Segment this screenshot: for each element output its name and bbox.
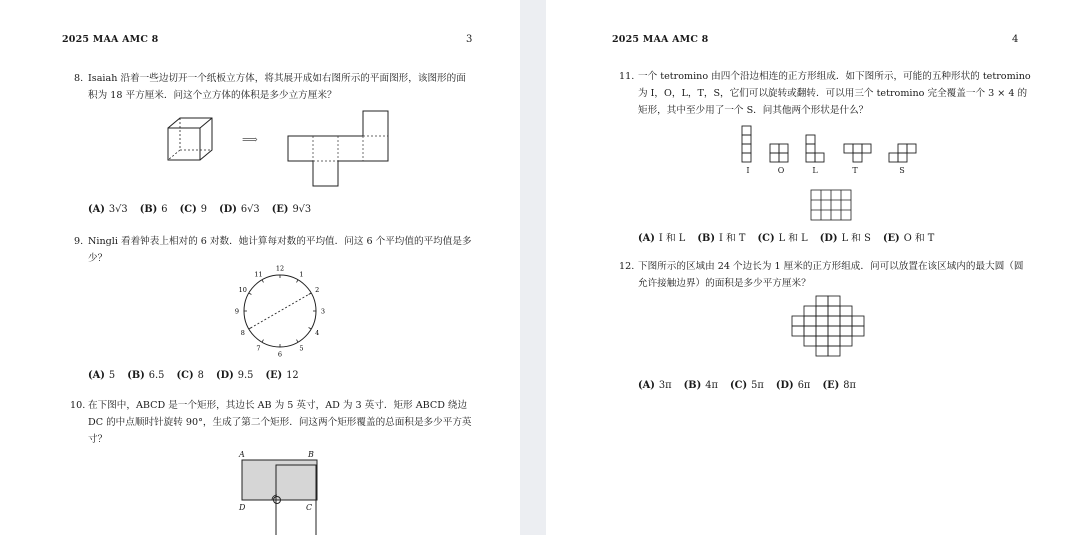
choice-a[interactable]: (A) 3√3	[88, 204, 128, 215]
page-4	[546, 0, 1080, 535]
choice-e[interactable]: (E) O 和 T	[882, 233, 935, 244]
question-11-line-3: 矩形，其中至少用了一个 S．问其他两个形状是什么？	[638, 105, 869, 116]
shape-label-s: S	[899, 166, 905, 175]
question-9-line-2: 少？	[88, 253, 108, 264]
question-10-text	[88, 397, 513, 448]
choice-c[interactable]: (C) 8	[176, 370, 204, 381]
label-b: B	[308, 450, 314, 459]
cube-figure	[166, 116, 216, 162]
question-8-choices	[88, 204, 311, 215]
page-number: 4	[1012, 34, 1019, 45]
question-9-choices	[88, 370, 299, 381]
clock-tick	[297, 340, 299, 343]
choice-c[interactable]: (C) L 和 L	[757, 233, 808, 244]
question-12-choices	[638, 380, 856, 391]
question-11-line-2: 为 I，O，L，T，S，它们可以旋转或翻转．可以用三个 tetromino 完全覆盖一个 3 × 4 的	[638, 88, 1028, 99]
choice-b[interactable]: (B) 4π	[683, 380, 718, 391]
label-a: A	[239, 450, 245, 459]
page-header: 2025 MAA AMC 8	[612, 34, 709, 45]
question-10-line-3: 寸？	[88, 434, 108, 445]
clock-number: 10	[238, 286, 247, 294]
clock-number: 2	[315, 286, 320, 294]
clock-tick	[262, 280, 264, 283]
page-number: 3	[466, 34, 473, 45]
implies-arrow: ⟹	[242, 133, 258, 146]
choice-c[interactable]: (C) 9	[179, 204, 207, 215]
question-11-number: 11.	[619, 71, 635, 82]
choice-a[interactable]: (A) 3π	[638, 380, 672, 391]
choice-e[interactable]: (E) 8π	[822, 380, 856, 391]
clock-figure	[230, 263, 330, 357]
label-c: C	[306, 503, 313, 512]
clock-number: 5	[299, 344, 304, 353]
question-8-line-2: 积为 18 平方厘米．问这个立方体的体积是多少立方厘米？	[88, 90, 337, 101]
clock-number: 11	[254, 270, 263, 279]
question-11-line-1: 一个 tetromino 由四个沿边相连的正方形组成．如下图所示，可能的五种形状的 tetromino	[638, 71, 1031, 82]
question-8-text	[88, 70, 508, 104]
region-figure	[792, 296, 864, 356]
page-header: 2025 MAA AMC 8	[62, 34, 159, 45]
choice-b[interactable]: (B) 6	[139, 204, 168, 215]
page-3	[0, 0, 520, 535]
question-10-number: 10.	[70, 400, 86, 411]
question-12-line-1: 下图所示的区域由 24 个边长为 1 厘米的正方形组成．问可以放置在该区域内的最大圆（圆	[638, 261, 1024, 272]
clock-number: 3	[320, 307, 326, 316]
question-12-number: 12.	[619, 261, 635, 272]
clock-number: 7	[256, 344, 261, 353]
question-9-text	[88, 233, 508, 267]
question-12-text	[638, 258, 1058, 292]
tetromino-shapes-figure	[740, 124, 920, 166]
clock-tick	[262, 340, 264, 343]
question-10-line-1: 在下图中，ABCD 是一个矩形，其边长 AB 为 5 英寸，AD 为 3 英寸．矩形 ABCD 绕边	[88, 400, 468, 411]
choice-a[interactable]: (A) 5	[88, 370, 116, 381]
clock-number: 4	[315, 329, 320, 337]
question-9-number: 9.	[74, 236, 84, 247]
clock-number: 9	[234, 307, 240, 316]
question-8-line-1: Isaiah 沿着一些边切开一个纸板立方体，将其展开成如右图所示的平面图形，该图形的面	[88, 73, 466, 84]
choice-b[interactable]: (B) I 和 T	[697, 233, 746, 244]
shape-label-l: L	[812, 166, 818, 175]
clock-tick	[309, 328, 312, 330]
choice-d[interactable]: (D) 6π	[775, 380, 811, 391]
shape-label-t: T	[852, 166, 858, 175]
label-d: D	[239, 503, 246, 512]
question-8-number: 8.	[74, 73, 84, 84]
clock-number: 6	[277, 350, 283, 359]
choice-b[interactable]: (B) 6.5	[127, 370, 165, 381]
clock-number: 12	[275, 264, 285, 273]
choice-e[interactable]: (E) 9√3	[271, 204, 312, 215]
clock-tick	[249, 293, 252, 295]
shape-label-o: O	[777, 166, 785, 175]
rotated-rectangles-figure	[236, 450, 326, 535]
choice-c[interactable]: (C) 5π	[730, 380, 764, 391]
question-9-line-1: Ningli 看着钟表上相对的 6 对数．她计算每对数的平均值．问这 6 个平均值的平均值是多	[88, 236, 472, 247]
choice-a[interactable]: (A) I 和 L	[638, 233, 686, 244]
three-by-four-grid	[811, 190, 851, 220]
cube-net-figure	[288, 111, 388, 187]
clock-dashed-chord	[249, 293, 311, 329]
shape-label-i: I	[746, 166, 750, 175]
question-12-line-2: 允许接触边界）的面积是多少平方厘米？	[638, 278, 811, 289]
clock-number: 1	[299, 270, 304, 279]
clock-tick	[297, 280, 299, 283]
question-11-choices	[638, 230, 934, 244]
choice-d[interactable]: (D) L 和 S	[819, 233, 871, 244]
clock-number: 8	[240, 329, 245, 337]
choice-e[interactable]: (E) 12	[265, 370, 299, 381]
question-11-text	[638, 68, 1058, 119]
choice-d[interactable]: (D) 9.5	[215, 370, 254, 381]
question-10-line-2: DC 的中点顺时针旋转 90°，生成了第二个矩形．问这两个矩形覆盖的总面积是多少平方英	[88, 417, 472, 428]
choice-d[interactable]: (D) 6√3	[219, 204, 260, 215]
page-gutter	[520, 0, 546, 535]
